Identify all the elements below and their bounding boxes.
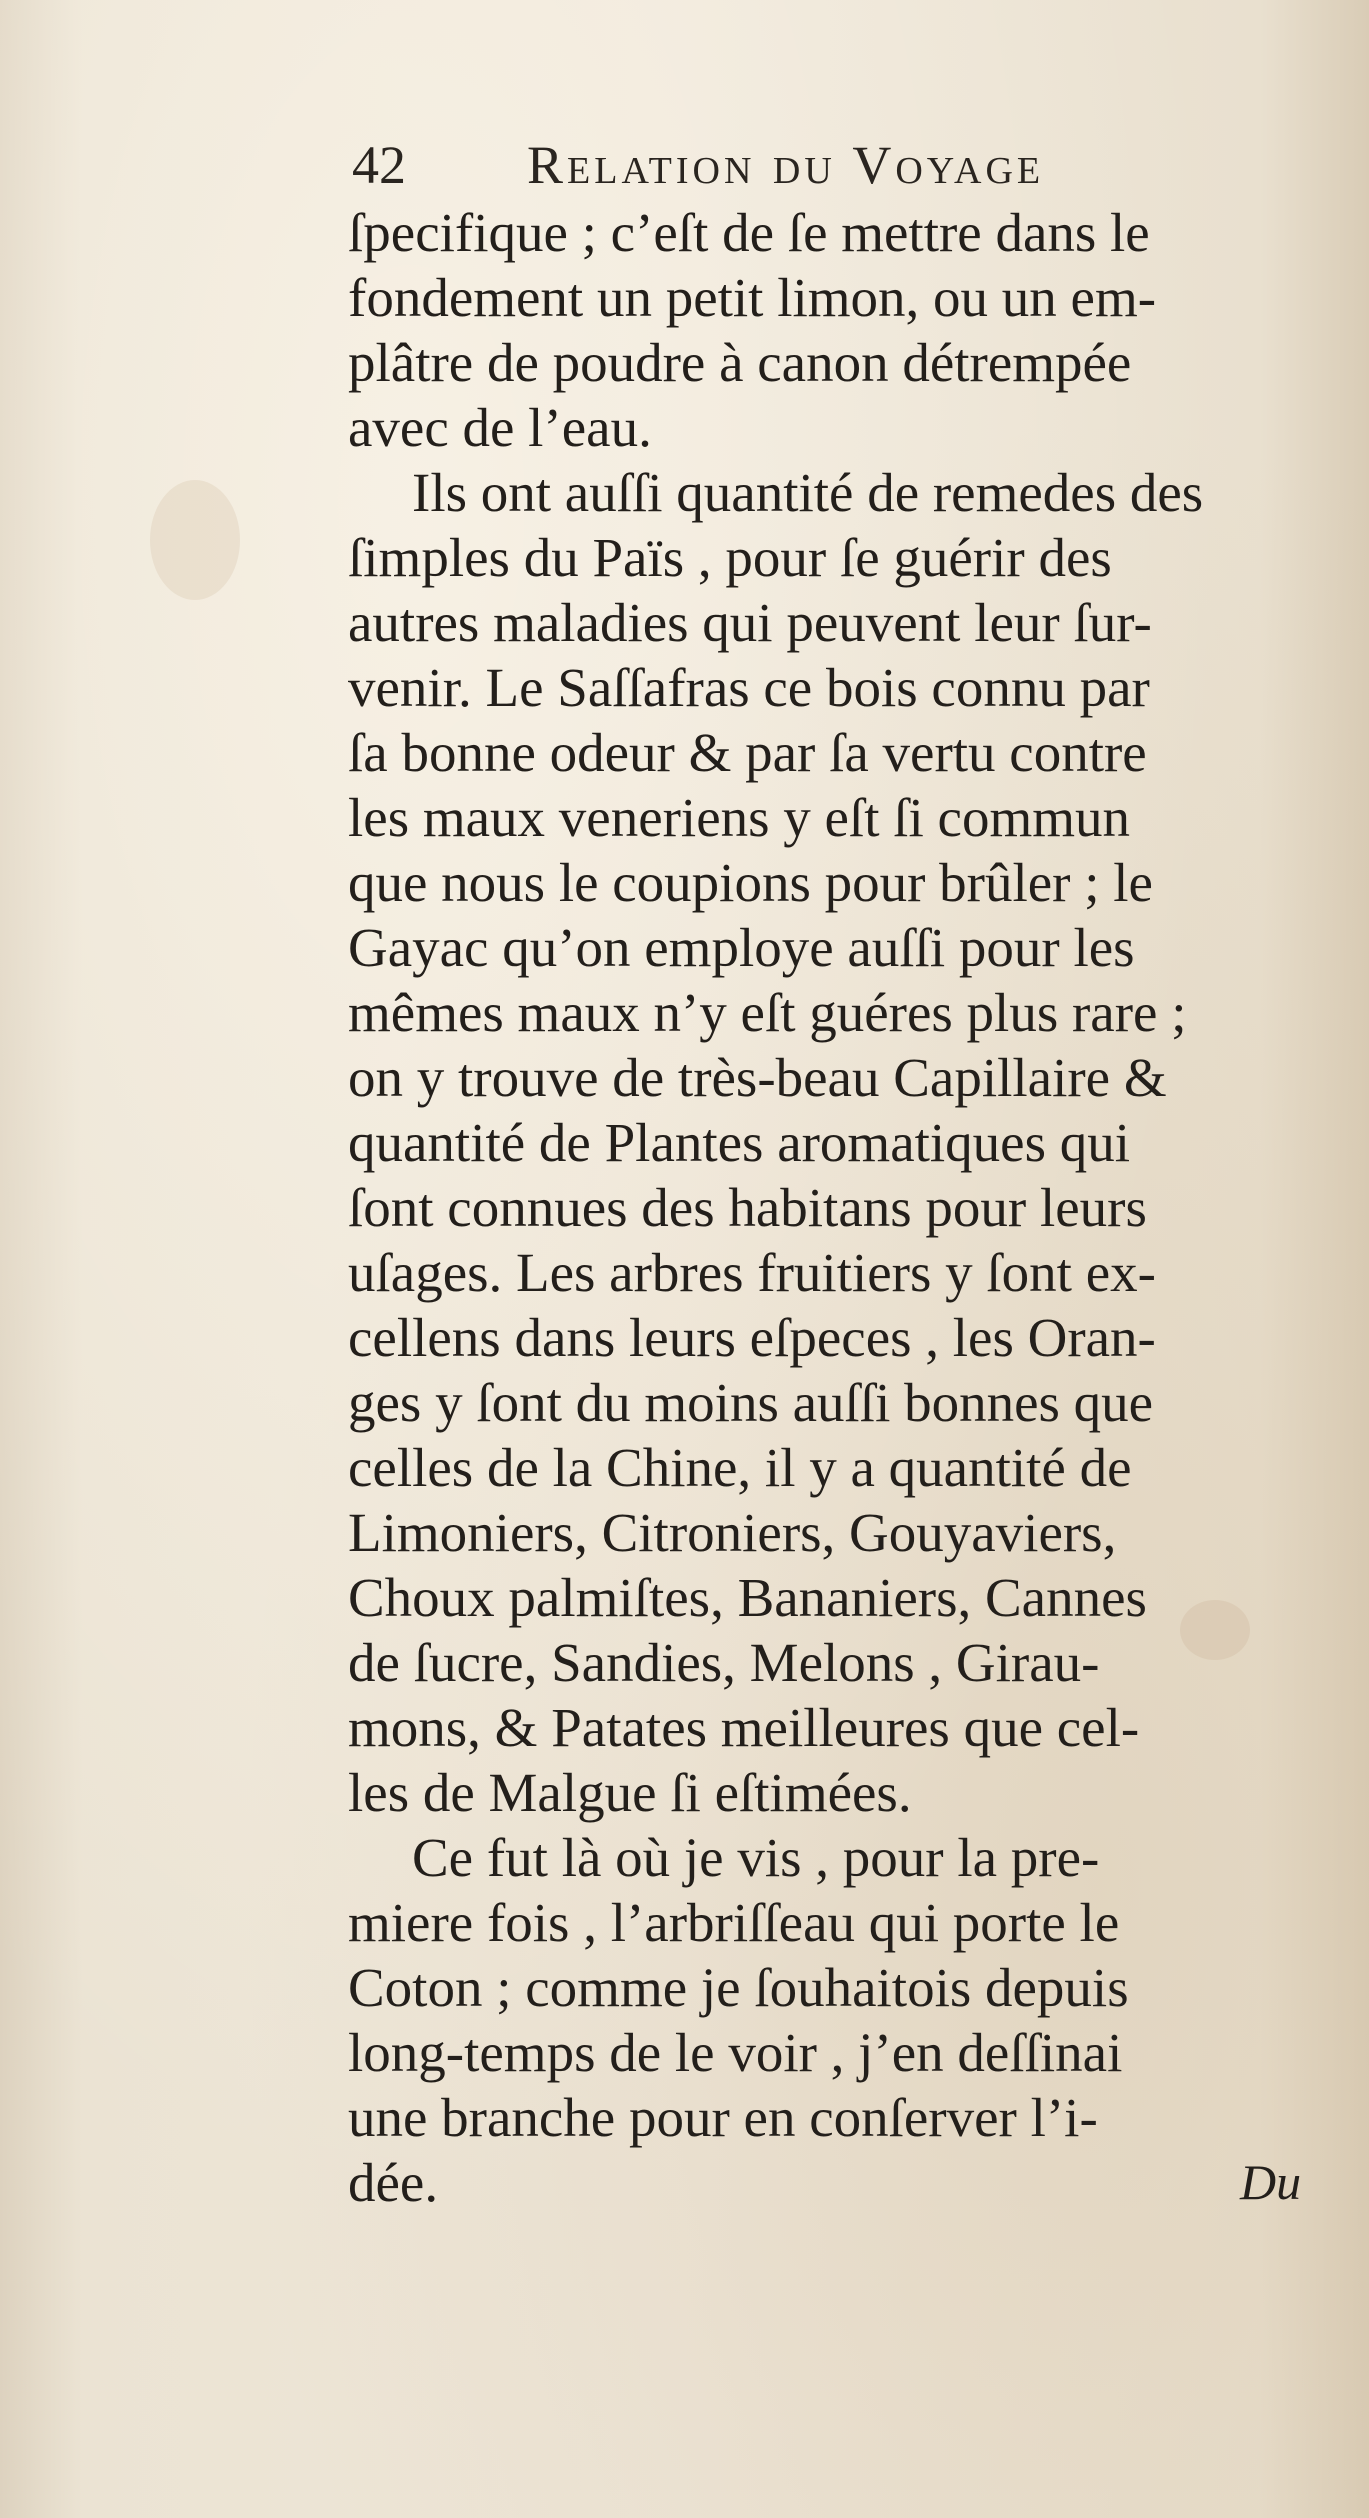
text-line: autres maladies qui peuvent leur ſur-: [348, 592, 1152, 653]
paragraph-start-line: Ils ont auſſi quantité de remedes des: [412, 462, 1204, 523]
text-line: les de Malgue ſi eſtimées.: [348, 1762, 912, 1823]
text-line: de ſucre, Sandies, Melons , Girau-: [348, 1632, 1100, 1693]
text-line: ſa bonne odeur & par ſa vertu contre: [348, 722, 1147, 783]
text-line: Coton ; comme je ſouhaitois depuis: [348, 1957, 1129, 2018]
page-number: 42: [352, 135, 406, 195]
text-line: long-temps de le voir , j’en deſſinai: [348, 2022, 1123, 2083]
text-line: une branche pour en conſerver l’i-: [348, 2087, 1098, 2148]
text-line: que nous le coupions pour brûler ; le: [348, 852, 1153, 913]
foxing-stain: [150, 480, 240, 600]
text-line: ſont connues des habitans pour leurs: [348, 1177, 1147, 1238]
text-line: ges y ſont du moins auſſi bonnes que: [348, 1372, 1154, 1433]
text-line: uſages. Les arbres fruitiers y ſont ex-: [348, 1242, 1156, 1303]
text-line: Limoniers, Citroniers, Gouyaviers,: [348, 1502, 1117, 1563]
text-line: Gayac qu’on employe auſſi pour les: [348, 917, 1135, 978]
text-line: mons, & Patates meilleures que cel-: [348, 1697, 1140, 1758]
catchword: Du: [1240, 2154, 1302, 2210]
paragraph-start-line: Ce fut là où je vis , pour la pre-: [412, 1827, 1100, 1888]
text-line: ſimples du Païs , pour ſe guérir des: [348, 527, 1112, 588]
text-line: plâtre de poudre à canon détrempée: [348, 332, 1132, 393]
text-line: ſpecifique ; c’eſt de ſe mettre dans le: [348, 202, 1150, 263]
text-line: mêmes maux n’y eſt guéres plus rare ;: [348, 982, 1187, 1043]
text-line: les maux veneriens y eſt ſi commun: [348, 787, 1131, 848]
text-line: dée.: [348, 2152, 439, 2213]
text-line: avec de l’eau.: [348, 397, 652, 458]
body-text: [348, 200, 1328, 2215]
text-line: celles de la Chine, il y a quantité de: [348, 1437, 1132, 1498]
text-line: miere fois , l’arbriſſeau qui porte le: [348, 1892, 1120, 1953]
text-line: cellens dans leurs eſpeces , les Oran-: [348, 1307, 1156, 1368]
running-head: Relation du Voyage: [527, 135, 1045, 195]
text-line: venir. Le Saſſafras ce bois connu par: [348, 657, 1150, 718]
text-line: on y trouve de très-beau Capillaire &: [348, 1047, 1167, 1108]
page-header: [352, 130, 1212, 200]
text-line: Choux palmiſtes, Bananiers, Cannes: [348, 1567, 1147, 1628]
text-line: quantité de Plantes aromatiques qui: [348, 1112, 1131, 1173]
text-line: fondement un petit limon, ou un em-: [348, 267, 1157, 328]
